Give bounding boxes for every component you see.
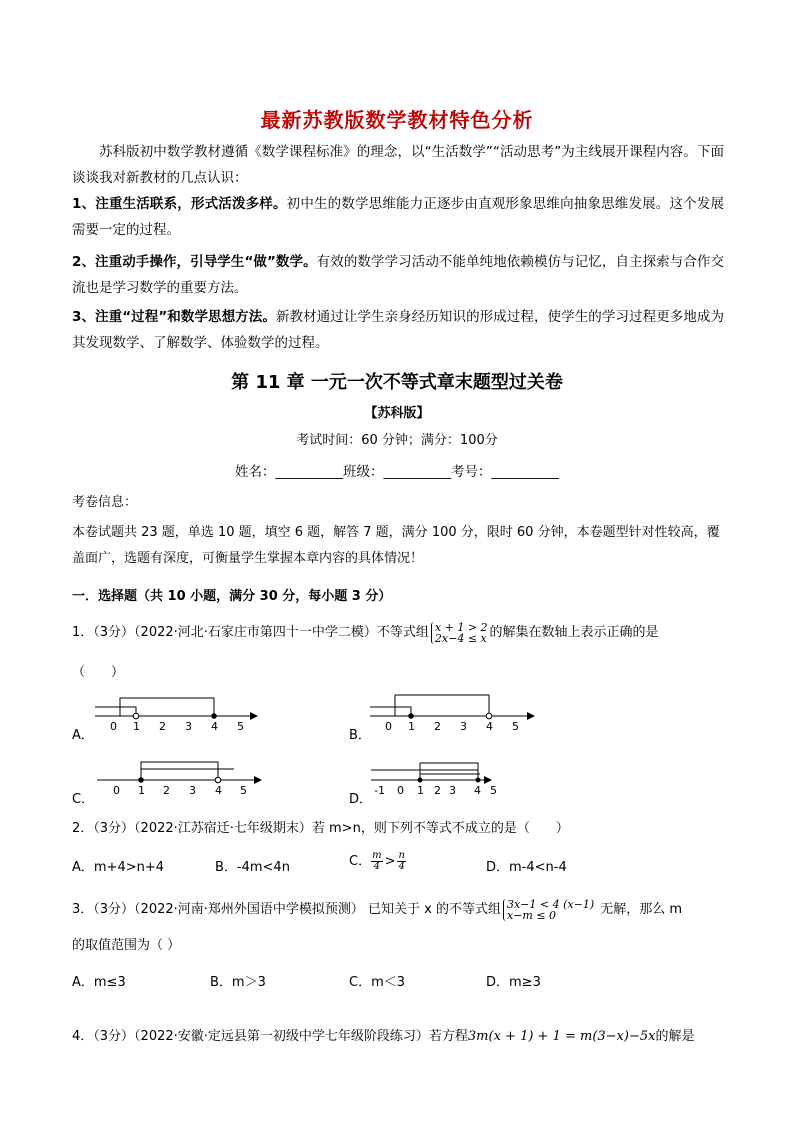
- system-line-2: 2x−4 ≤ x: [434, 631, 487, 645]
- edition-label: 【苏科版】: [364, 406, 430, 421]
- fraction-n-4: [397, 851, 405, 872]
- chapter-title: 第 11 章 一元一次不等式章末题型过关卷: [231, 372, 563, 393]
- question-1-suffix: 的解集在数轴上表示正确的是: [489, 625, 659, 640]
- tick-label: -1: [374, 784, 385, 797]
- tick-label: 2: [163, 784, 170, 797]
- inequality-system: [503, 899, 594, 921]
- intro-item-2-text: 有效的数学学习活动不能单纯地依赖模仿与记忆，自主探索与合作交流也是学习数学的重要方法。: [72, 254, 725, 296]
- question-3: [72, 897, 727, 923]
- tick-label: 4: [474, 784, 481, 797]
- tick-label: 5: [490, 784, 497, 797]
- tick-label: 0: [385, 720, 392, 733]
- q3-option-a[interactable]: A．m≤3: [72, 975, 126, 990]
- question-4-suffix: 的解是: [655, 1029, 695, 1044]
- tick-label: 1: [408, 720, 415, 733]
- tick-label: 0: [397, 784, 404, 797]
- tick-label: 2: [434, 784, 441, 797]
- tick-label: 3: [189, 784, 196, 797]
- fraction-m-4: [371, 851, 382, 872]
- intro-item-1-text: 初中生的数学思维能力正逐步由直观形象思维向抽象思维发展。这个发展需要一定的过程。: [72, 196, 724, 238]
- question-3-suffix: 无解，那么 m: [596, 902, 683, 917]
- fraction-numerator: n: [398, 850, 405, 861]
- intro-item-3: [72, 304, 724, 356]
- q2-option-d[interactable]: D．m-4<n-4: [486, 860, 567, 875]
- tick-label: 3: [460, 720, 467, 733]
- equation: 3m(x + 1) + 1 = m(3−x)−5x: [467, 1029, 656, 1044]
- question-4: [72, 1024, 727, 1050]
- number-line-c[interactable]: [92, 756, 267, 800]
- tick-label: 1: [138, 784, 145, 797]
- exam-info-text: 本卷试题共 23 题，单选 10 题，填空 6 题，解答 7 题，满分 100 分，限时 60 分钟，本卷题型针对性较高，覆盖面广，选题有深度，可衡量学生掌握本章内容的具体情况！: [72, 525, 720, 566]
- tick-label: 4: [215, 784, 222, 797]
- page-title: 最新苏教版数学教材特色分析: [260, 108, 534, 132]
- tick-label: 5: [237, 720, 244, 733]
- tick-label: 3: [449, 784, 456, 797]
- intro-item-2-heading: 2、注重动手操作，引导学生“做”数学。: [72, 254, 317, 270]
- intro-item-2: [72, 249, 724, 301]
- section-heading: 一．选择题（共 10 小题，满分 30 分，每小题 3 分）: [72, 589, 392, 604]
- question-2: 2．（3分）（2022·江苏宿迁·七年级期末）若 m>n，则下列不等式不成立的是（ ）: [72, 821, 569, 836]
- option-a-label[interactable]: A．: [72, 728, 94, 743]
- inequality-system: [431, 622, 488, 644]
- option-d-label[interactable]: D．: [349, 792, 373, 807]
- q2-option-c-label: C．: [349, 854, 372, 869]
- question-3-prefix: 3．（3分）（2022·河南·郑州外国语中学模拟预测） 已知关于 x 的不等式组: [72, 902, 501, 917]
- q2-option-c[interactable]: [349, 850, 406, 872]
- fraction-denominator: 4: [373, 861, 380, 872]
- student-info-line: 姓名：__________班级：__________考号：__________: [235, 464, 559, 480]
- tick-label: 0: [113, 784, 120, 797]
- system-line-1: x + 1 > 2: [434, 620, 488, 634]
- fraction-denominator: 4: [398, 861, 405, 872]
- q3-option-c[interactable]: C．m＜3: [349, 975, 406, 990]
- system-line-1: 3x−1 < 4 (x−1): [506, 897, 595, 911]
- number-line-d[interactable]: [366, 756, 516, 800]
- tick-label: 5: [512, 720, 519, 733]
- question-3-line-2: 的取值范围为（ ）: [72, 938, 181, 953]
- relation-symbol: >: [384, 854, 396, 869]
- q2-option-a[interactable]: A．m+4>n+4: [72, 860, 165, 875]
- exam-time-score: 考试时间：60 分钟；满分：100分: [296, 433, 498, 448]
- intro-item-3-heading: 3、注重“过程”和数学思想方法。: [72, 309, 276, 325]
- option-c-label[interactable]: C．: [72, 792, 95, 807]
- tick-label: 2: [159, 720, 166, 733]
- system-line-2: x−m ≤ 0: [506, 908, 557, 922]
- exam-info-label: 考卷信息：: [72, 495, 138, 510]
- option-b-label[interactable]: B．: [349, 728, 371, 743]
- question-1-prefix: 1．（3分）（2022·河北·石家庄市第四十一中学二模）不等式组: [72, 625, 429, 640]
- tick-label: 0: [110, 720, 117, 733]
- answer-paren: （ ）: [72, 665, 125, 680]
- tick-label: 1: [417, 784, 424, 797]
- fraction-numerator: m: [372, 850, 382, 861]
- intro-item-1-heading: 1、注重生活联系，形式活泼多样。: [72, 196, 287, 212]
- number-line-a[interactable]: [90, 692, 260, 736]
- intro-item-1: [72, 191, 724, 243]
- question-1: [72, 620, 727, 646]
- number-line-b[interactable]: [365, 692, 540, 736]
- q3-option-b[interactable]: B．m＞3: [210, 975, 266, 990]
- q3-option-d[interactable]: D．m≥3: [486, 975, 541, 990]
- question-4-prefix: 4．（3分）（2022·安徽·定远县第一初级中学七年级阶段练习）若方程: [72, 1029, 468, 1044]
- tick-label: 4: [486, 720, 493, 733]
- tick-label: 4: [211, 720, 218, 733]
- tick-label: 3: [185, 720, 192, 733]
- intro-paragraph: 苏科版初中数学教材遵循《数学课程标准》的理念，以“生活数学”“活动思考”为主线展开课程内容。下面谈谈我对新教材的几点认识：: [72, 144, 724, 186]
- tick-label: 2: [434, 720, 441, 733]
- q2-option-b[interactable]: B．-4m<4n: [215, 860, 290, 875]
- tick-label: 1: [133, 720, 140, 733]
- intro-item-3-text: 新教材通过让学生亲身经历知识的形成过程，使学生的学习过程更多地成为其发现数学、了解数学、体验数学的过程。: [72, 309, 725, 351]
- tick-label: 5: [240, 784, 247, 797]
